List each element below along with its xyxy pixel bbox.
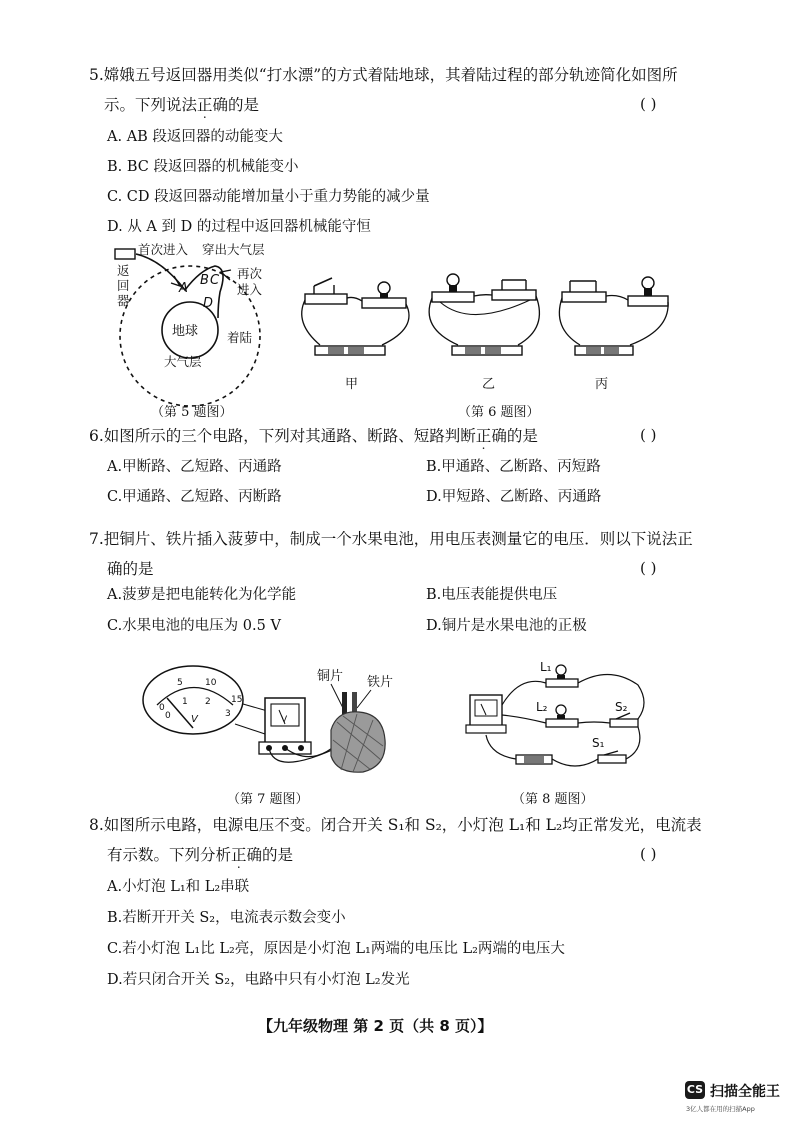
q7-stem-line2: 确的是 [107, 560, 154, 578]
q5-option-c: C. CD 段返回器动能增加量小于重力势能的减少量 [107, 189, 430, 205]
q6-figure [290, 268, 650, 388]
q8-option-a: A.小灯泡 L₁和 L₂串联 [107, 879, 250, 895]
label-reentry-2: 进入 [237, 282, 263, 297]
scale-top-5: 5 [177, 678, 183, 688]
label-returner-1: 返 [117, 263, 130, 278]
q6-stem [89, 426, 538, 446]
scale-bottom-1: 1 [182, 697, 188, 707]
scale-top-15: 15 [231, 695, 243, 705]
scale-bottom-0: 0 [165, 711, 171, 721]
voltmeter-unit: V [281, 715, 288, 725]
circuit-label-jia: 甲 [345, 377, 359, 392]
q7-figure [145, 660, 415, 785]
scale-bottom-2: 2 [205, 697, 211, 707]
q6-stem-pre: 6.如图所示的三个电路，下列对其通路、断路、短路判断 [89, 427, 476, 445]
q7-option-b: B.电压表能提供电压 [426, 587, 558, 603]
label-l2: L₂ [536, 700, 548, 714]
scale-top-10: 10 [205, 678, 217, 688]
scale-bottom-3: 3 [225, 709, 231, 719]
circuit-yi [429, 274, 539, 355]
q8-answer-paren: ( ) [640, 845, 657, 863]
q5-stem-line2 [104, 95, 259, 115]
q7-option-a: A.菠萝是把电能转化为化学能 [107, 587, 297, 603]
point-a: A [179, 281, 188, 296]
label-s2: S₂ [615, 700, 628, 714]
q8-stem-line2 [107, 845, 293, 865]
q7-option-d: D.铜片是水果电池的正极 [426, 618, 587, 634]
point-b: B [200, 273, 209, 288]
page-footer: 【九年级物理 第 2 页（共 8 页）】 [258, 1017, 493, 1035]
q6-stem-post: 确的是 [491, 427, 538, 445]
label-copper: 铜片 [317, 669, 344, 684]
q6-stem-emphasis: 正 [475, 427, 492, 445]
label-returner-3: 器 [117, 293, 130, 308]
circuit-label-yi: 乙 [482, 377, 496, 392]
q8-figure [460, 655, 650, 780]
q7-caption: （第 7 题图） [227, 792, 309, 807]
q6-option-a: A.甲断路、乙短路、丙通路 [107, 459, 282, 475]
q6-option-c: C.甲通路、乙短路、丙断路 [107, 489, 282, 505]
bulb-l2 [556, 705, 566, 715]
point-d: D [203, 296, 214, 311]
q5-caption: （第 5 题图） [151, 405, 233, 420]
q5-figure [100, 240, 300, 400]
q6-caption: （第 6 题图） [458, 405, 540, 420]
returner-capsule [115, 249, 135, 259]
q8-option-b: B.若断开开关 S₂，电流表示数会变小 [107, 910, 346, 926]
q8-caption: （第 8 题图） [512, 792, 594, 807]
label-landing: 着陆 [227, 330, 253, 345]
q8-option-d: D.若只闭合开关 S₂，电路中只有小灯泡 L₂发光 [107, 972, 410, 988]
q8-stem-pre: 有示数。下列分析 [107, 846, 232, 864]
label-returner-2: 回 [117, 278, 130, 293]
label-iron: 铁片 [367, 675, 394, 690]
q5-option-a: A. AB 段返回器的动能变大 [107, 129, 283, 145]
q7-stem-line1: 7.把铜片、铁片插入菠萝中，制成一个水果电池，用电压表测量它的电压．则以下说法正 [89, 530, 693, 548]
bulb-l1 [556, 665, 566, 675]
label-first-entry: 首次进入 [138, 242, 189, 257]
q8-stem-emphasis: 正 [231, 846, 247, 864]
q5-stem-pre: 示。下列说法 [104, 96, 198, 114]
watermark-tagline: 3亿人都在用的扫描App [686, 1105, 755, 1113]
q7-option-c: C.水果电池的电压为 0.5 V [107, 618, 281, 634]
q8-option-c: C.若小灯泡 L₁比 L₂亮，原因是小灯泡 L₁两端的电压比 L₂两端的电压大 [107, 941, 565, 957]
switch-s2 [610, 719, 638, 727]
q5-stem-line1: 5.嫦娥五号返回器用类似“打水漂”的方式着陆地球，其着陆过程的部分轨迹简化如图所 [89, 66, 678, 84]
meter-unit: V [191, 714, 198, 725]
q5-answer-paren: ( ) [640, 95, 657, 113]
circuit-label-bing: 丙 [595, 377, 609, 392]
label-l1: L₁ [540, 660, 552, 674]
q6-option-b: B.甲通路、乙断路、丙短路 [426, 459, 601, 475]
label-reentry-1: 再次 [237, 266, 263, 281]
point-c: C [210, 273, 220, 288]
q8-stem-line1: 8.如图所示电路，电源电压不变。闭合开关 S₁和 S₂，小灯泡 L₁和 L₂均正常发光，电流表 [89, 816, 702, 834]
watermark-name: 扫描全能王 [710, 1084, 780, 1100]
q8-stem-post: 确的是 [246, 846, 294, 864]
switch-s1 [598, 755, 626, 763]
label-exit: 穿出大气层 [202, 242, 265, 257]
label-s1: S₁ [592, 736, 605, 750]
camscanner-logo-icon: CS [685, 1081, 705, 1099]
q6-option-d: D.甲短路、乙断路、丙通路 [426, 489, 602, 505]
label-earth: 地球 [172, 324, 199, 339]
circuit-jia [302, 278, 409, 355]
q5-option-d: D. 从 A 到 D 的过程中返回器机械能守恒 [107, 219, 371, 235]
q5-stem-emphasis: 正 [197, 96, 213, 114]
scale-top-0: 0 [159, 703, 165, 713]
circuit-bing [559, 277, 668, 355]
label-atmosphere: 大气层 [164, 354, 202, 369]
q7-answer-paren: ( ) [640, 559, 657, 577]
q6-answer-paren: ( ) [640, 426, 657, 444]
q5-option-b: B. BC 段返回器的机械能变小 [107, 159, 299, 175]
q5-stem-post: 确的是 [212, 96, 260, 114]
